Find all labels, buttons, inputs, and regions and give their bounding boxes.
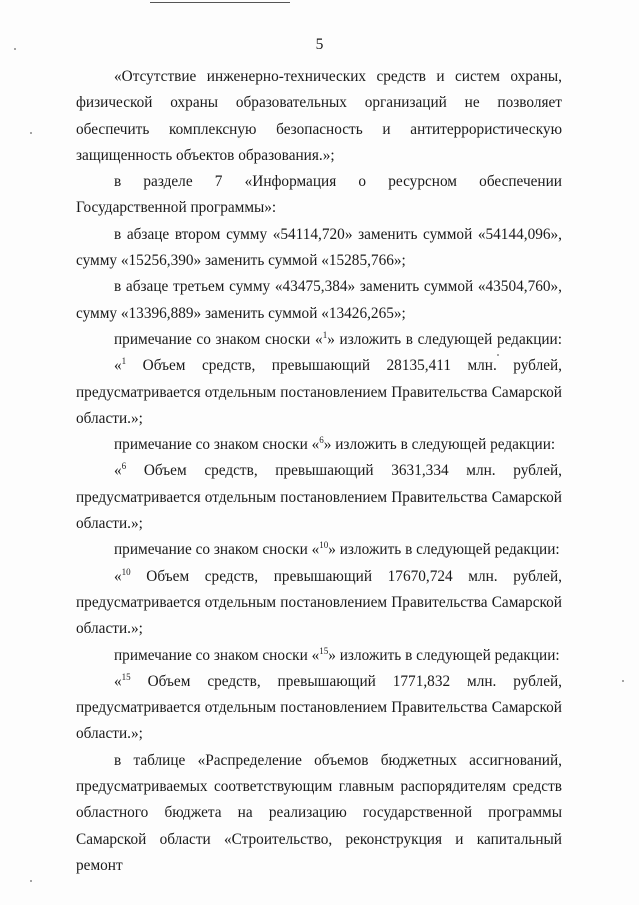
scan-speck (30, 880, 32, 882)
text-before: примечание со знаком сноски « (114, 330, 323, 348)
footnote-mark: 15 (319, 645, 329, 656)
paragraph-third-clause: в абзаце третьем сумму «43475,384» заменить суммой «43504,760», сумму «13396,889» заменить суммой «13426,265»; (76, 278, 562, 322)
footnote-mark: 15 (121, 671, 131, 682)
paragraph-footnote-6-note (76, 432, 562, 458)
footnote-mark: 6 (319, 435, 324, 446)
text-before: « (114, 357, 122, 375)
text-before: « (114, 672, 122, 690)
text-before: « (114, 462, 122, 480)
text-after: Объем средств, превышающий 3631,334 млн. рублей, предусматривается отдельным постановлением Правительства Самарской области.»; (76, 462, 562, 533)
text-before: примечание со знаком сноски « (114, 541, 320, 559)
page-number: 5 (315, 36, 324, 53)
footnote-mark: 10 (121, 566, 131, 577)
text-after: » изложить в следующей редакции: (327, 330, 562, 348)
text-before: « (114, 567, 122, 585)
footnote-mark: 1 (121, 356, 127, 367)
paragraph-footnote-10-text (76, 564, 562, 643)
text-after: Объем средств, превышающий 17670,724 млн. рублей, предусматривается отдельным постановлением Правительства Самарской области.»; (76, 567, 562, 638)
text-after: » изложить в следующей редакции: (323, 436, 556, 454)
footnote-mark: 10 (319, 540, 329, 551)
paragraph-footnote-1-note (76, 327, 562, 353)
paragraph-footnote-15-note (76, 643, 562, 669)
document-body (76, 64, 562, 879)
text-after: Объем средств, превышающий 28135,411 млн. рублей, предусматривается отдельным постановлением Правительства Самарской области.»; (76, 357, 562, 427)
paragraph-footnote-6-text (76, 458, 562, 537)
text-after: Объем средств, превышающий 1771,832 млн. рублей, предусматривается отдельным постановлением Правительства Самарской области.»; (76, 672, 562, 743)
paragraph-section-7: в разделе 7 «Информация о ресурсном обеспечении Государственной программы»: (76, 173, 562, 217)
paragraph-footnote-1-text (76, 353, 562, 432)
paragraph-budget-table: в таблице «Распределение объемов бюджетных ассигнований, предусматриваемых соответствующим главным распорядителям средств областного бюджета на реализацию государственной программы Самарской области «Строительство, реконструкция и капитальный ремонт (76, 751, 562, 874)
paragraph-second-clause: в абзаце втором сумму «54114,720» заменить суммой «54144,096», сумму «15256,390» заменить суммой «15285,766»; (76, 225, 562, 270)
footnote-mark: 1 (322, 329, 328, 340)
text-before: примечание со знаком сноски « (114, 436, 320, 454)
paragraph-security-quote: «Отсутствие инженерно-технических средств и систем охраны, физической охраны образовательных организаций не позволяет обеспечить комплексную безопасность и антитеррористическую защищенность объектов образования.»; (76, 68, 562, 164)
scan-speck (14, 48, 16, 50)
text-after: » изложить в следующей редакции: (328, 541, 560, 559)
footnote-mark: 6 (121, 461, 127, 472)
scan-speck (497, 354, 499, 356)
paragraph-footnote-15-text (76, 669, 562, 748)
text-before: примечание со знаком сноски « (114, 646, 320, 664)
scan-speck (30, 132, 32, 134)
top-edge-line (150, 2, 290, 3)
paragraph-footnote-10-note (76, 537, 562, 563)
text-after: » изложить в следующей редакции: (328, 646, 560, 664)
scan-speck (622, 680, 624, 682)
